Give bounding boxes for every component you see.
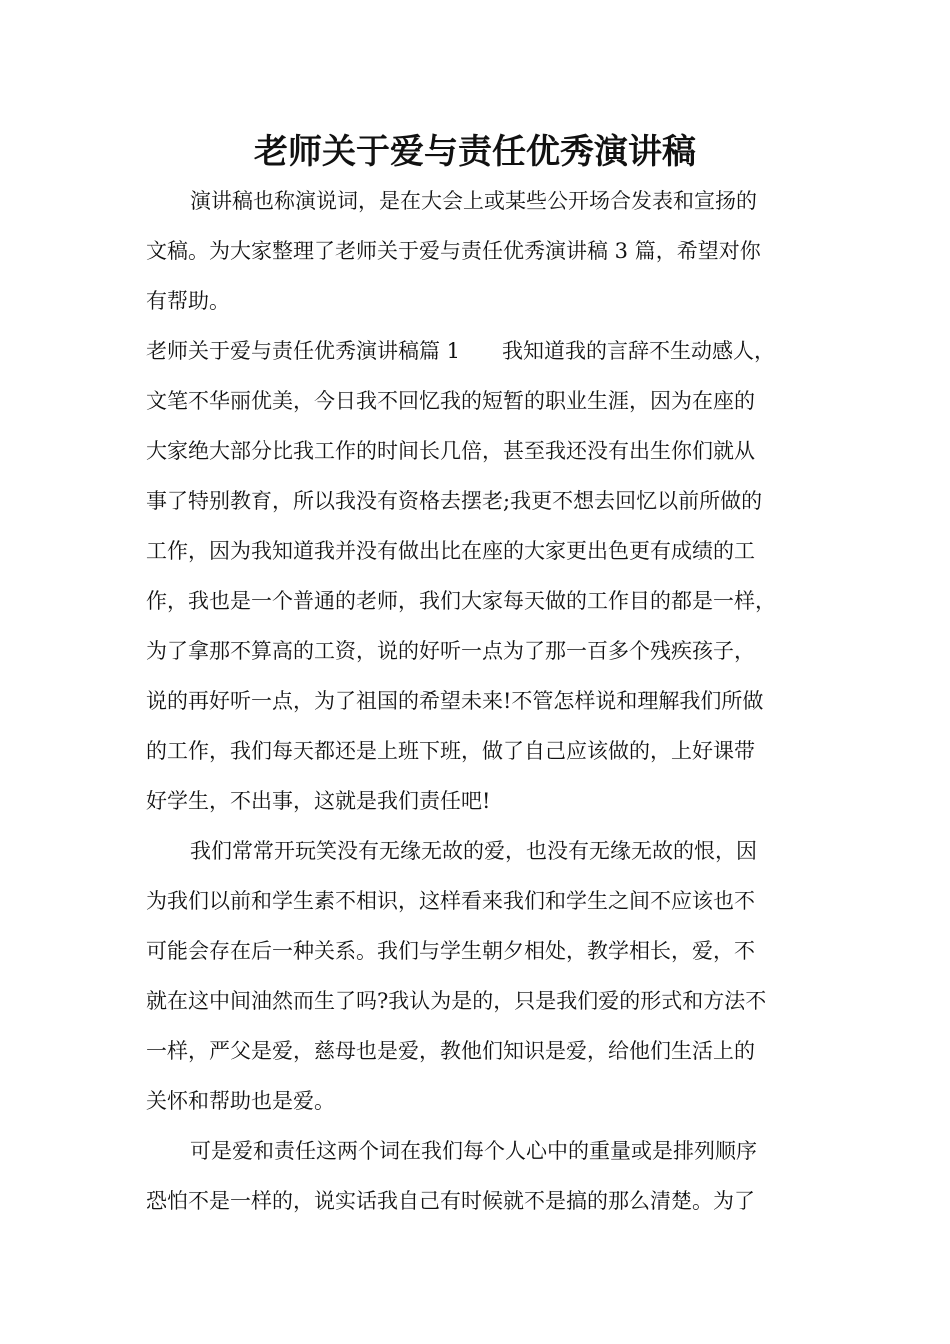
text-line: 我们常常开玩笑没有无缘无故的爱，也没有无缘无故的恨，因	[190, 839, 757, 863]
text-line: 就在这中间油然而生了吗?我认为是的，只是我们爱的形式和方法不	[146, 989, 767, 1013]
text-line: 为我们以前和学生素不相识，这样看来我们和学生之间不应该也不	[146, 889, 755, 913]
text-line: 事了特别教育，所以我没有资格去摆老;我更不想去回忆以前所做的	[146, 489, 763, 513]
text-line: 演讲稿也称演说词，是在大会上或某些公开场合发表和宣扬的	[190, 189, 757, 213]
text-line: 一样，严父是爱，慈母也是爱，教他们知识是爱，给他们生活上的	[146, 1039, 755, 1063]
text-line: 恐怕不是一样的，说实话我自己有时候就不是搞的那么清楚。为了	[146, 1189, 755, 1213]
text-line: 可是爱和责任这两个词在我们每个人心中的重量或是排列顺序	[190, 1139, 757, 1163]
text-line: 我知道我的言辞不生动感人，	[502, 339, 776, 363]
text-line: 大家绝大部分比我工作的时间长几倍，甚至我还没有出生你们就从	[146, 439, 755, 463]
document-title: 老师关于爱与责任优秀演讲稿	[254, 132, 696, 172]
section-heading: 老师关于爱与责任优秀演讲稿篇 1	[146, 339, 461, 363]
text-line: 作，我也是一个普通的老师，我们大家每天做的工作目的都是一样，	[146, 589, 776, 613]
text-line: 为了拿那不算高的工资，说的好听一点为了那一百多个残疾孩子，	[146, 639, 755, 663]
text-line: 有帮助。	[146, 289, 230, 313]
text-line: 文笔不华丽优美，今日我不回忆我的短暂的职业生涯，因为在座的	[146, 389, 755, 413]
text-line: 好学生，不出事，这就是我们责任吧!	[146, 789, 491, 813]
text-line: 工作，因为我知道我并没有做出比在座的大家更出色更有成绩的工	[146, 539, 755, 563]
text-line: 关怀和帮助也是爱。	[146, 1089, 335, 1113]
text-line: 说的再好听一点，为了祖国的希望未来!不管怎样说和理解我们所做	[146, 689, 764, 713]
text-line: 的工作，我们每天都还是上班下班，做了自己应该做的，上好课带	[146, 739, 755, 763]
text-line: 文稿。为大家整理了老师关于爱与责任优秀演讲稿 3 篇，希望对你	[146, 239, 761, 263]
section-heading-line	[146, 336, 806, 366]
text-line: 可能会存在后一种关系。我们与学生朝夕相处，教学相长，爱，不	[146, 939, 755, 963]
